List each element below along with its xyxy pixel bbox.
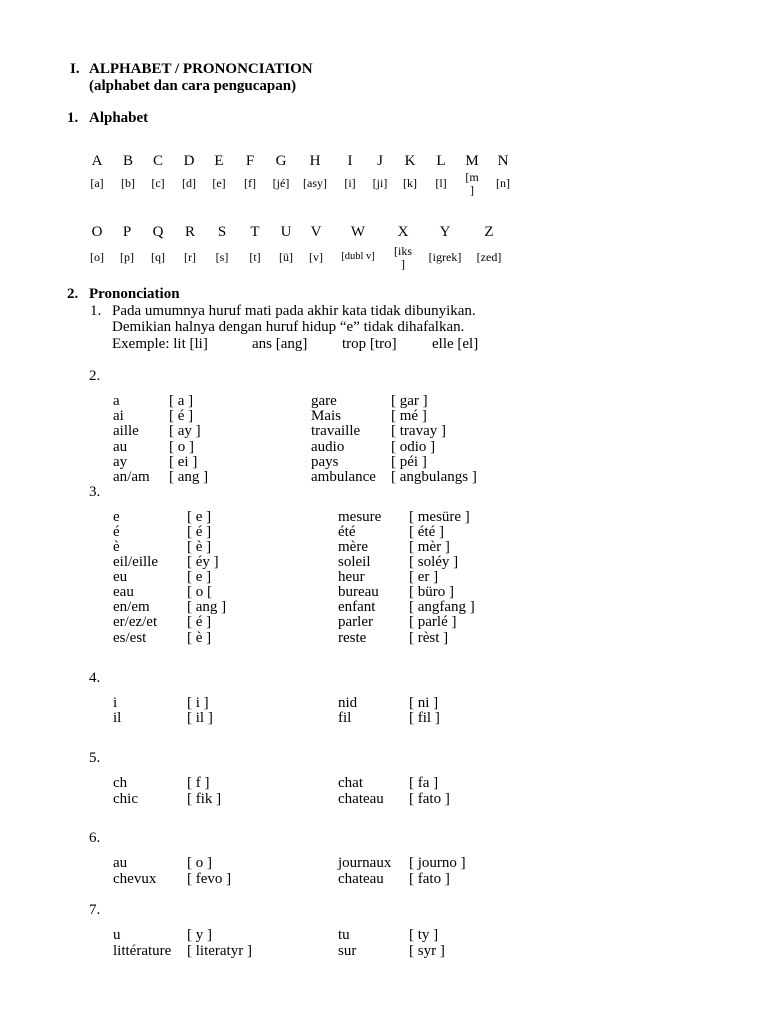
group-number: 5. [89,749,101,766]
sound-cell: [ o ] [169,438,194,455]
spelling-cell: il [113,709,122,726]
letter: W [350,223,366,240]
letter: Y [439,223,451,240]
spelling-cell: au [113,438,128,455]
example-word-cell: enfant [338,598,376,615]
example-sound-cell: [ odio ] [391,438,436,455]
example-word-cell: heur [338,568,365,585]
sound-cell: [ a ] [169,392,194,409]
letter-sound: [zed] [476,249,502,264]
example-sound-cell: [ fato ] [409,790,450,807]
letter: N [497,152,509,169]
example-sound-cell: [ travay ] [391,422,446,439]
example-sound-cell: [ soléy ] [409,553,459,570]
example-word-cell: parler [338,613,373,630]
spelling-cell: chic [113,790,138,807]
example-word-cell: chateau [338,870,384,887]
sound-cell: [ fik ] [187,790,222,807]
letter: K [404,152,416,169]
group-number: 2. [89,367,101,384]
letter-sound: [l] [435,175,447,190]
letter: H [309,152,321,169]
spelling-cell: ay [113,453,128,470]
example-word-cell: bureau [338,583,379,600]
example-word-cell: audio [311,438,345,455]
example-sound-cell: [ er ] [409,568,439,585]
spelling-cell: eu [113,568,128,585]
letter: B [122,152,133,169]
spelling-cell: è [113,538,120,555]
example-sound-cell: [ ni ] [409,694,439,711]
letter: D [183,152,195,169]
letter: U [280,223,292,240]
group-number: 7. [89,901,101,918]
example-item: trop [tro] [342,335,397,352]
example-word-cell: journaux [338,854,392,871]
sound-cell: [ é ] [187,613,212,630]
sound-cell: [ fevo ] [187,870,232,887]
spelling-cell: ch [113,774,128,791]
sound-cell: [ è ] [187,538,212,555]
letter-sound: [o] [90,249,104,264]
letter-sound: [r] [184,249,196,264]
section-title: Prononciation [89,285,180,302]
example-word-cell: sur [338,942,357,959]
letter-sound: [jé] [272,175,290,190]
example-word-cell: mesure [338,508,382,525]
spelling-cell: u [113,926,121,943]
example-sound-cell: [ été ] [409,523,444,540]
sound-cell: [ e ] [187,568,212,585]
letter-sound: [b] [121,175,135,190]
example-word-cell: été [338,523,356,540]
spelling-cell: er/ez/et [113,613,158,630]
example-item: Exemple: lit [li] [112,335,208,352]
letter-sound: [ü] [279,249,293,264]
group-number: 4. [89,669,101,686]
section-number: 2. [67,285,79,302]
spelling-cell: au [113,854,128,871]
letter-sound: [iks ] [394,243,412,271]
example-sound-cell: [ angbulangs ] [391,468,477,485]
letter-sound: [p] [120,249,134,264]
sound-cell: [ éy ] [187,553,219,570]
sound-cell: [ o [ [187,583,212,600]
rule-number: 1. [90,302,102,319]
example-item: ans [ang] [252,335,308,352]
letter: G [275,152,287,169]
example-sound-cell: [ ty ] [409,926,439,943]
letter: I [347,152,353,169]
example-word-cell: tu [338,926,350,943]
letter-sound: [asy] [303,175,327,190]
letter: E [214,152,224,169]
letter-sound: [i] [344,175,356,190]
sound-cell: [ è ] [187,629,212,646]
sound-cell: [ o ] [187,854,212,871]
example-word-cell: chat [338,774,363,791]
section-title: Alphabet [89,109,149,126]
sound-cell: [ f ] [187,774,210,791]
letter: C [152,152,163,169]
sound-cell: [ ay ] [169,422,201,439]
example-sound-cell: [ rèst ] [409,629,449,646]
letter-sound: [igrek] [428,249,462,264]
spelling-cell: a [113,392,120,409]
letter-sound: [v] [309,249,323,264]
letter-sound: [m ] [465,169,479,197]
spelling-cell: ai [113,407,124,424]
letter: F [245,152,255,169]
example-sound-cell: [ gar ] [391,392,428,409]
example-word-cell: reste [338,629,367,646]
example-sound-cell: [ péi ] [391,453,427,470]
example-word-cell: mère [338,538,368,555]
heading-number: I. [70,60,80,77]
example-sound-cell: [ fil ] [409,709,440,726]
letter: X [397,223,409,240]
example-word-cell: pays [311,453,339,470]
letter-sound: [k] [403,175,417,190]
group-number: 3. [89,483,101,500]
group-number: 6. [89,829,101,846]
example-sound-cell: [ parlé ] [409,613,457,630]
heading-subtitle: (alphabet dan cara pengucapan) [89,77,297,94]
letter-sound: [d] [182,175,196,190]
letter: J [377,152,383,169]
sound-cell: [ é ] [169,407,194,424]
letter-sound: [dubl v] [341,251,375,262]
example-word-cell: fil [338,709,352,726]
sound-cell: [ ang ] [169,468,209,485]
letter-sound: [n] [496,175,510,190]
example-word-cell: chateau [338,790,384,807]
spelling-cell: aille [113,422,139,439]
letter: A [91,152,103,169]
sound-cell: [ é ] [187,523,212,540]
example-sound-cell: [ mesüre ] [409,508,470,525]
letter: Q [152,223,164,240]
letter-sound: [t] [249,249,261,264]
sound-cell: [ ei ] [169,453,198,470]
letter-sound: [a] [90,175,104,190]
sound-cell: [ il ] [187,709,213,726]
spelling-cell: eau [113,583,134,600]
spelling-cell: en/em [113,598,150,615]
example-sound-cell: [ fato ] [409,870,450,887]
letter: V [310,223,322,240]
example-word-cell: nid [338,694,358,711]
letter: R [184,223,195,240]
example-sound-cell: [ journo ] [409,854,466,871]
spelling-cell: an/am [113,468,150,485]
example-sound-cell: [ mé ] [391,407,427,424]
spelling-cell: chevux [113,870,157,887]
letter-sound: [e] [212,175,226,190]
spelling-cell: es/est [113,629,147,646]
example-sound-cell: [ mèr ] [409,538,450,555]
spelling-cell: é [113,523,120,540]
example-sound-cell: [ syr ] [409,942,445,959]
example-word-cell: Mais [311,407,341,424]
spelling-cell: e [113,508,120,525]
sound-cell: [ ang ] [187,598,227,615]
example-item: elle [el] [432,335,479,352]
letter: T [250,223,260,240]
spelling-cell: i [113,694,118,711]
example-word-cell: soleil [338,553,371,570]
sound-cell: [ i ] [187,694,209,711]
section-number: 1. [67,109,79,126]
letter-sound: [f] [244,175,256,190]
example-word-cell: travaille [311,422,361,439]
letter: Z [484,223,494,240]
letter: L [436,152,446,169]
heading-title: ALPHABET / PRONONCIATION [89,60,313,77]
example-sound-cell: [ angfang ] [409,598,475,615]
example-sound-cell: [ fa ] [409,774,439,791]
letter: O [91,223,103,240]
letter-sound: [ji] [372,175,388,190]
letter-sound: [c] [151,175,165,190]
rule-text-line: Demikian halnya dengan huruf hidup “e” tidak dihafalkan. [112,318,465,335]
example-sound-cell: [ büro ] [409,583,454,600]
letter: M [465,152,479,169]
letter-sound: [q] [151,249,165,264]
sound-cell: [ e ] [187,508,212,525]
example-word-cell: gare [311,392,337,409]
example-word-cell: ambulance [311,468,376,485]
sound-cell: [ literatyr ] [187,942,252,959]
sound-cell: [ y ] [187,926,212,943]
letter: P [122,223,132,240]
spelling-cell: eil/eille [113,553,158,570]
letter: S [217,223,227,240]
letter-sound: [s] [215,249,229,264]
rule-text-line: Pada umumnya huruf mati pada akhir kata tidak dibunyikan. [112,302,476,319]
spelling-cell: littérature [113,942,172,959]
